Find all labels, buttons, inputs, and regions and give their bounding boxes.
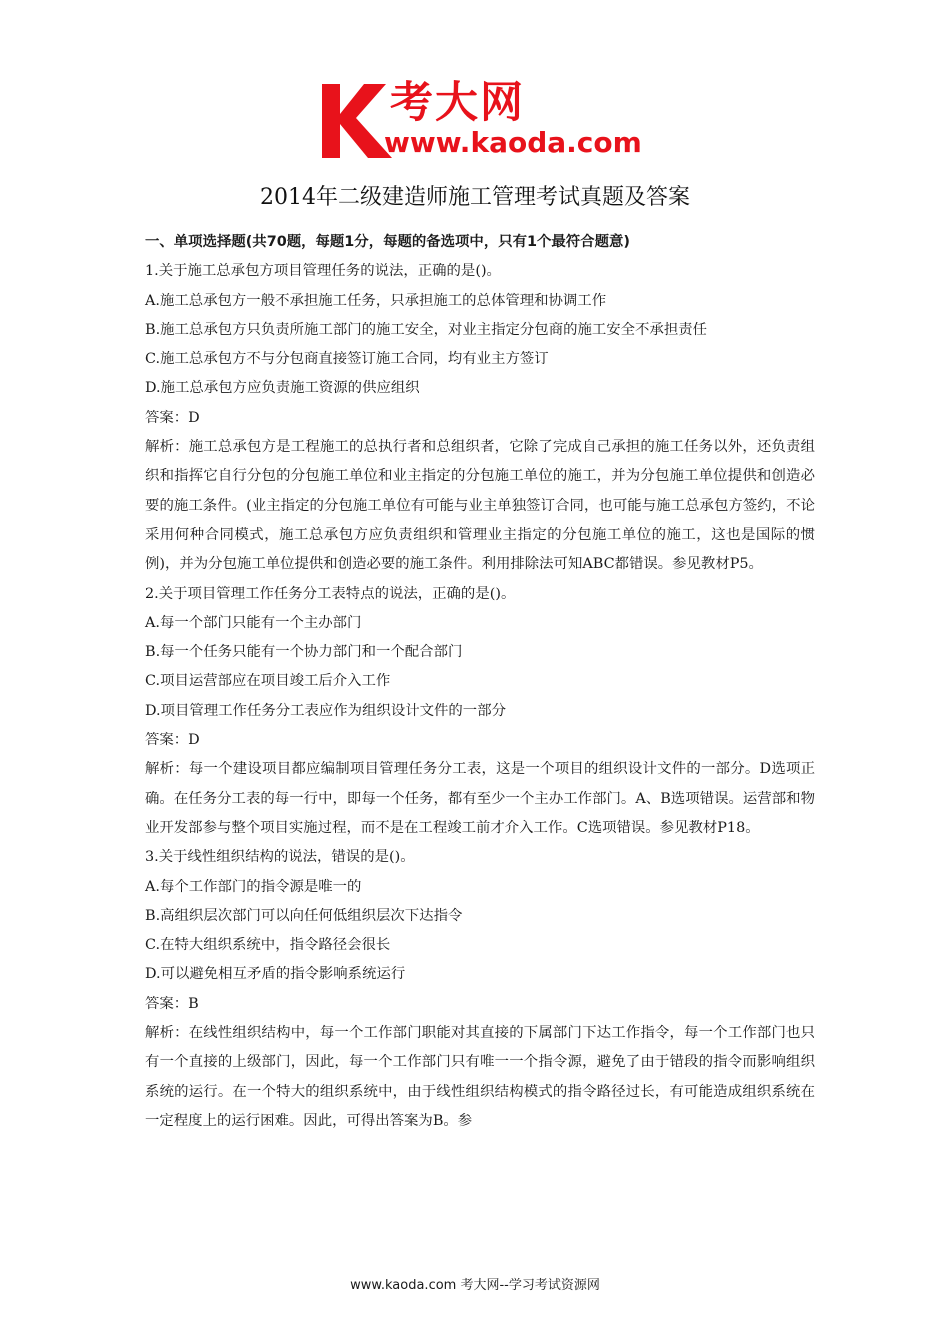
document-body [145, 228, 815, 1136]
option-2b: B.每一个任务只能有一个协力部门和一个配合部门 [145, 644, 463, 661]
option-2d: D.项目管理工作任务分工表应作为组织设计文件的一部分 [145, 702, 506, 719]
explanation-1: 解析：施工总承包方是工程施工的总执行者和总组织者，它除了完成自己承担的施工任务以外，还负责组织和指挥它自行分包的分包施工单位和业主指定的分包施工单位的施工，并为分包施工单位提供和创造必要的施工条件。(业主指定的分包施工单位有可能与业主单独签订合同，也可能与施工总承包方签约，不论采用何种合同模式，施工总承包方应负责组织和管理业主指定的分包施工单位的施工，这也是国际的惯例)，并为分包施工单位提供和创造必要的施工条件。利用排除法可知ABC都错误。参见教材P5。 [145, 439, 815, 573]
option-3b: B.高组织层次部门可以向任何低组织层次下达指令 [145, 907, 463, 924]
explanation-3: 解析：在线性组织结构中，每一个工作部门职能对其直接的下属部门下达工作指令，每一个工作部门也只有一个直接的上级部门，因此，每一个工作部门只有唯一一个指令源，避免了由于错段的指令而影响组织系统的运行。在一个特大的组织系统中，由于线性组织结构模式的指令路径过长，有可能造成组织系统在一定程度上的运行困难。因此，可得出答案为B。参 [145, 1025, 815, 1129]
option-3d: D.可以避免相互矛盾的指令影响系统运行 [145, 966, 406, 983]
logo-cn-text: 考大网 [390, 78, 525, 128]
option-3c: C.在特大组织系统中，指令路径会很长 [145, 937, 391, 954]
answer-3: 答案：B [145, 995, 199, 1012]
answer-2: 答案：D [145, 732, 200, 749]
logo-url-text: www.kaoda.com [384, 126, 642, 159]
option-1a: A.施工总承包方一般不承担施工任务，只承担施工的总体管理和协调工作 [145, 292, 607, 309]
question-2: 2.关于项目管理工作任务分工表特点的说法，正确的是()。 [145, 585, 516, 602]
option-2a: A.每一个部门只能有一个主办部门 [145, 614, 362, 631]
explanation-2: 解析：每一个建设项目都应编制项目管理任务分工表，这是一个项目的组织设计文件的一部分。D选项正确。在任务分工表的每一行中，即每一个任务，都有至少一个主办工作部门。A、B选项错误。运营部和物业开发部参与整个项目实施过程，而不是在工程竣工前才介入工作。C选项错误。参见教材P18。 [145, 761, 815, 836]
option-3a: A.每个工作部门的指令源是唯一的 [145, 878, 362, 895]
question-1: 1.关于施工总承包方项目管理任务的说法，正确的是()。 [145, 263, 501, 280]
kaoda-logo [316, 78, 646, 164]
question-3: 3.关于线性组织结构的说法，错误的是()。 [145, 849, 415, 866]
option-1d: D.施工总承包方应负责施工资源的供应组织 [145, 380, 420, 397]
option-1c: C.施工总承包方不与分包商直接签订施工合同，均有业主方签订 [145, 351, 549, 368]
page-footer: www.kaoda.com 考大网--学习考试资源网 [350, 1278, 600, 1293]
option-1b: B.施工总承包方只负责所施工部门的施工安全，对业主指定分包商的施工安全不承担责任 [145, 321, 707, 338]
answer-1: 答案：D [145, 409, 200, 426]
section-heading: 一、单项选择题(共70题，每题1分，每题的备选项中，只有1个最符合题意) [145, 234, 630, 250]
document-title: 2014年二级建造师施工管理考试真题及答案 [260, 185, 690, 210]
option-2c: C.项目运营部应在项目竣工后介入工作 [145, 673, 391, 690]
